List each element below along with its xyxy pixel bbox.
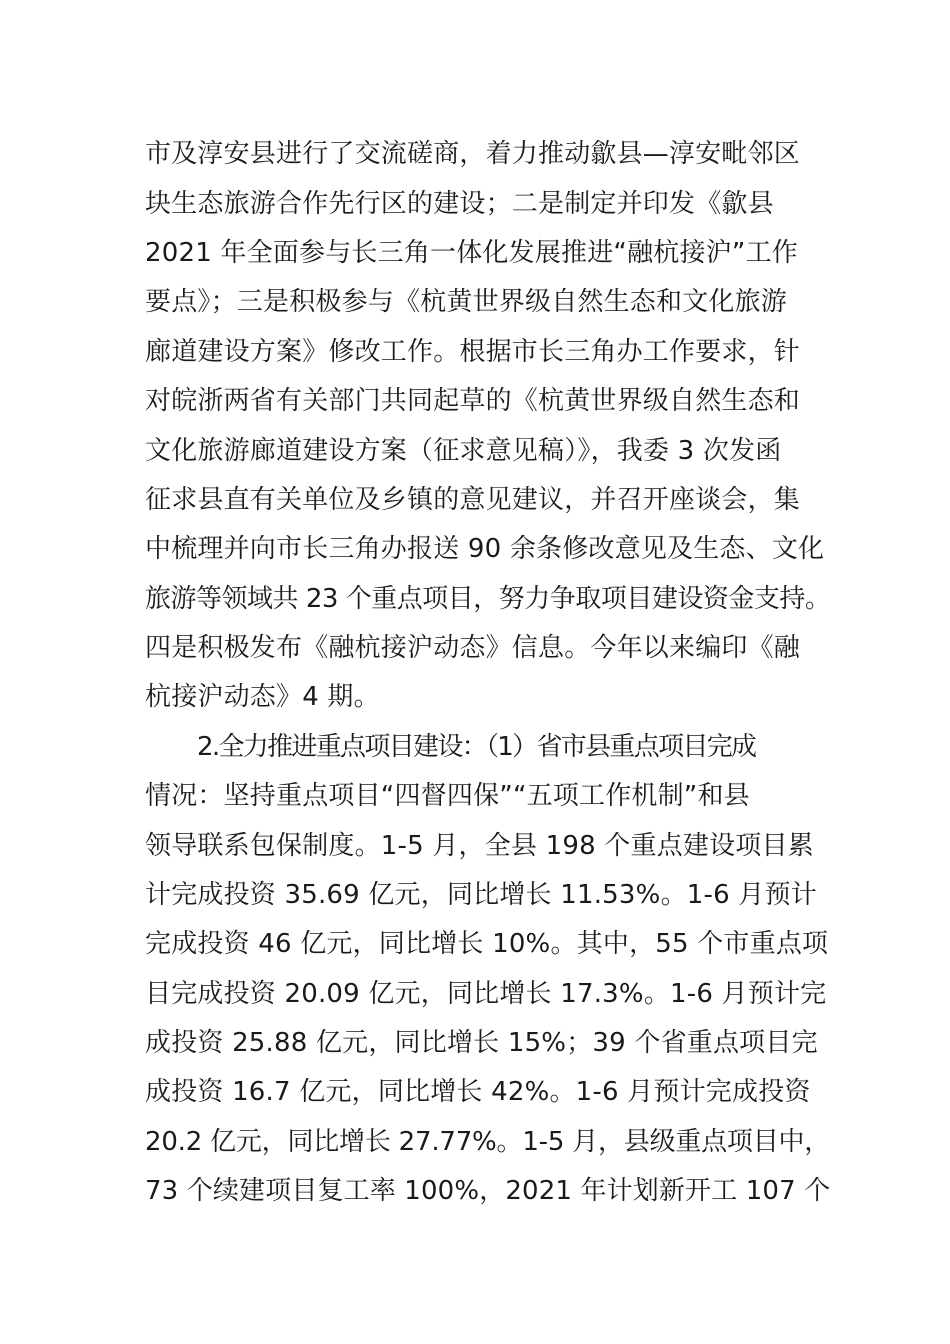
paragraph-line: 征求县直有关单位及乡镇的意见建议，并召开座谈会，集 (145, 485, 801, 515)
paragraph-line: 领导联系包保制度。1-5 月，全县 198 个重点建设项目累 (145, 831, 814, 861)
paragraph-line: 市及淳安县进行了交流磋商，着力推动歙县—淳安毗邻区 (145, 139, 801, 169)
paragraph-line: 计完成投资 35.69 亿元，同比增长 11.53%。1-6 月预计 (145, 880, 817, 910)
paragraph-line: 成投资 25.88 亿元，同比增长 15%；39 个省重点项目完 (145, 1028, 818, 1058)
paragraph-line: 2021 年全面参与长三角一体化发展推进“融杭接沪”工作 (145, 238, 798, 268)
paragraph-line: 旅游等领域共 23 个重点项目，努力争取项目建设资金支持。 (145, 584, 831, 614)
paragraph-line: 成投资 16.7 亿元，同比增长 42%。1-6 月预计完成投资 (145, 1077, 811, 1107)
paragraph-line: 文化旅游廊道建设方案（征求意见稿）》，我委 3 次发函 (145, 436, 782, 466)
paragraph-line: 2.全力推进重点项目建设：（1）省市县重点项目完成 (197, 732, 756, 762)
paragraph-line: 对皖浙两省有关部门共同起草的《杭黄世界级自然生态和 (145, 386, 801, 416)
paragraph-line: 情况：坚持重点项目“四督四保”“五项工作机制”和县 (145, 781, 750, 811)
paragraph-line: 中梳理并向市长三角办报送 90 余条修改意见及生态、文化 (145, 534, 825, 564)
paragraph-line: 要点》；三是积极参与《杭黄世界级自然生态和文化旅游 (145, 287, 788, 317)
paragraph-line: 20.2 亿元，同比增长 27.77%。1-5 月，县级重点项目中， (145, 1127, 831, 1157)
paragraph-line: 目完成投资 20.09 亿元，同比增长 17.3%。1-6 月预计完 (145, 979, 827, 1009)
paragraph-line: 廊道建设方案》修改工作。根据市长三角办工作要求，针 (145, 337, 801, 367)
paragraph-line: 杭接沪动态》4 期。 (145, 682, 380, 712)
paragraph-line: 73 个续建项目复工率 100%，2021 年计划新开工 107 个 (145, 1176, 831, 1206)
paragraph-line: 四是积极发布《融杭接沪动态》信息。今年以来编印《融 (145, 633, 801, 663)
paragraph-line: 完成投资 46 亿元，同比增长 10%。其中，55 个市重点项 (145, 929, 829, 959)
paragraph-line: 块生态旅游合作先行区的建设；二是制定并印发《歙县 (145, 189, 774, 219)
